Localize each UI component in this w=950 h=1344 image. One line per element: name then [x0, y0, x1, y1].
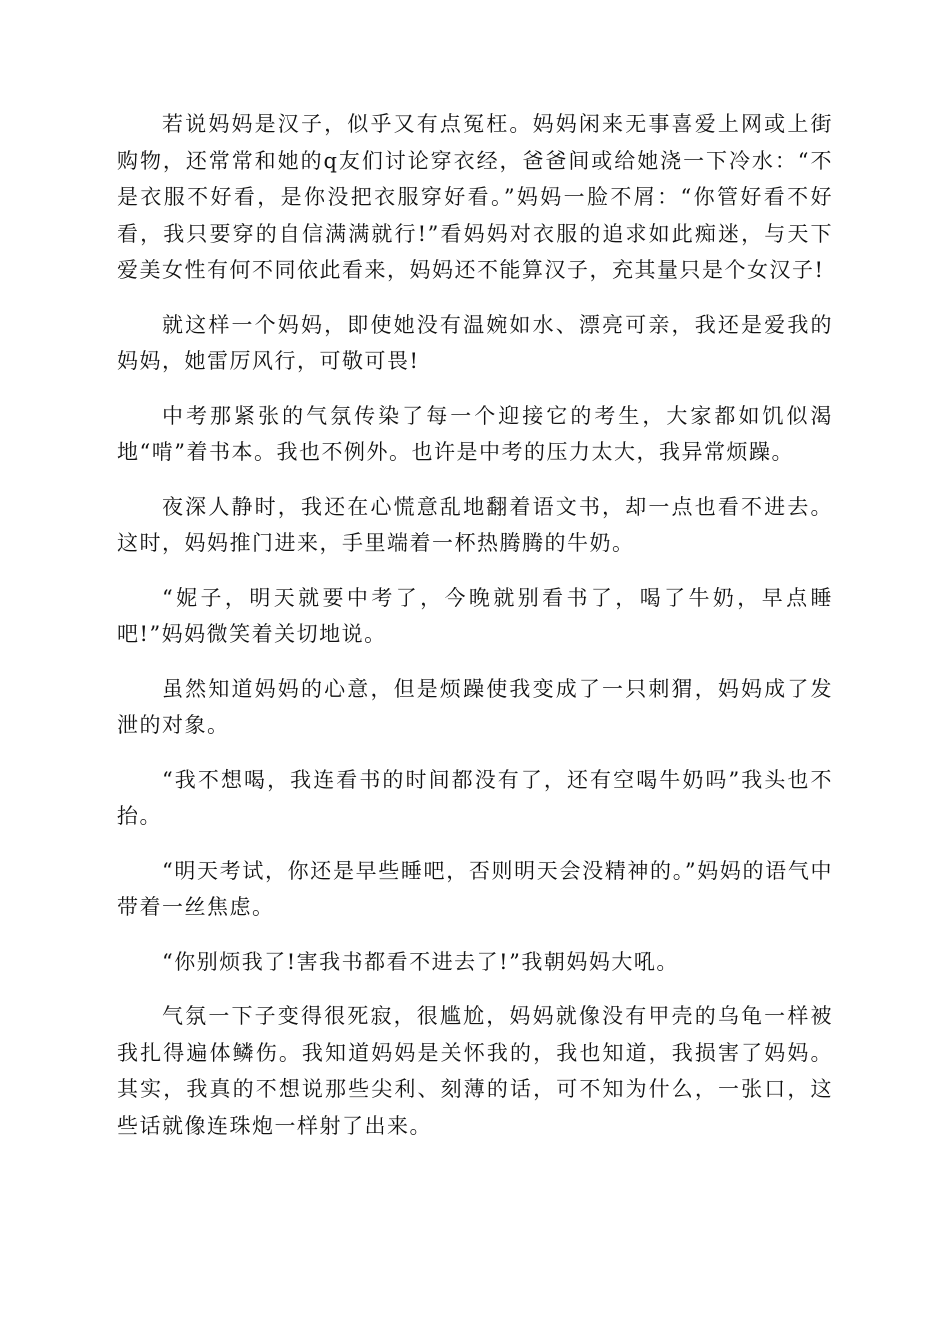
paragraph: 中考那紧张的气氛传染了每一个迎接它的考生，大家都如饥似渴地“啃”着书本。我也不例外。也许是中考的压力太大，我异常烦躁。: [117, 403, 833, 464]
paragraph: “我不想喝，我连看书的时间都没有了，还有空喝牛奶吗”我头也不抬。: [117, 767, 833, 828]
paragraph: 若说妈妈是汉子，似乎又有点冤枉。妈妈闲来无事喜爱上网或上街购物，还常常和她的q友们讨论穿衣经，爸爸间或给她浇一下冷水：“不是衣服不好看，是你没把衣服穿好看。”妈妈一脸不屑：“你管好看不好看，我只要穿的自信满满就行!”看妈妈对衣服的追求如此痴迷，与天下爱美女性有何不同依此看来，妈妈还不能算汉子，充其量只是个女汉子!: [117, 112, 833, 282]
paragraph: 气氛一下子变得很死寂，很尴尬，妈妈就像没有甲壳的乌龟一样被我扎得遍体鳞伤。我知道妈妈是关怀我的，我也知道，我损害了妈妈。其实，我真的不想说那些尖利、刻薄的话，可不知为什么，一张口，这些话就像连珠炮一样射了出来。: [117, 1004, 833, 1138]
paragraph: “妮子，明天就要中考了，今晚就别看书了，喝了牛奶，早点睡吧!”妈妈微笑着关切地说。: [117, 585, 833, 646]
paragraph: “明天考试，你还是早些睡吧，否则明天会没精神的。”妈妈的语气中带着一丝焦虑。: [117, 858, 833, 919]
paragraph: 虽然知道妈妈的心意，但是烦躁使我变成了一只刺猬，妈妈成了发泄的对象。: [117, 676, 833, 737]
paragraph: 就这样一个妈妈，即使她没有温婉如水、漂亮可亲，我还是爱我的妈妈，她雷厉风行，可敬可畏!: [117, 312, 833, 373]
paragraph: 夜深人静时，我还在心慌意乱地翻着语文书，却一点也看不进去。这时，妈妈推门进来，手里端着一杯热腾腾的牛奶。: [117, 494, 833, 555]
document-page: [117, 106, 833, 1162]
paragraph: “你别烦我了!害我书都看不进去了!”我朝妈妈大吼。: [162, 949, 679, 974]
